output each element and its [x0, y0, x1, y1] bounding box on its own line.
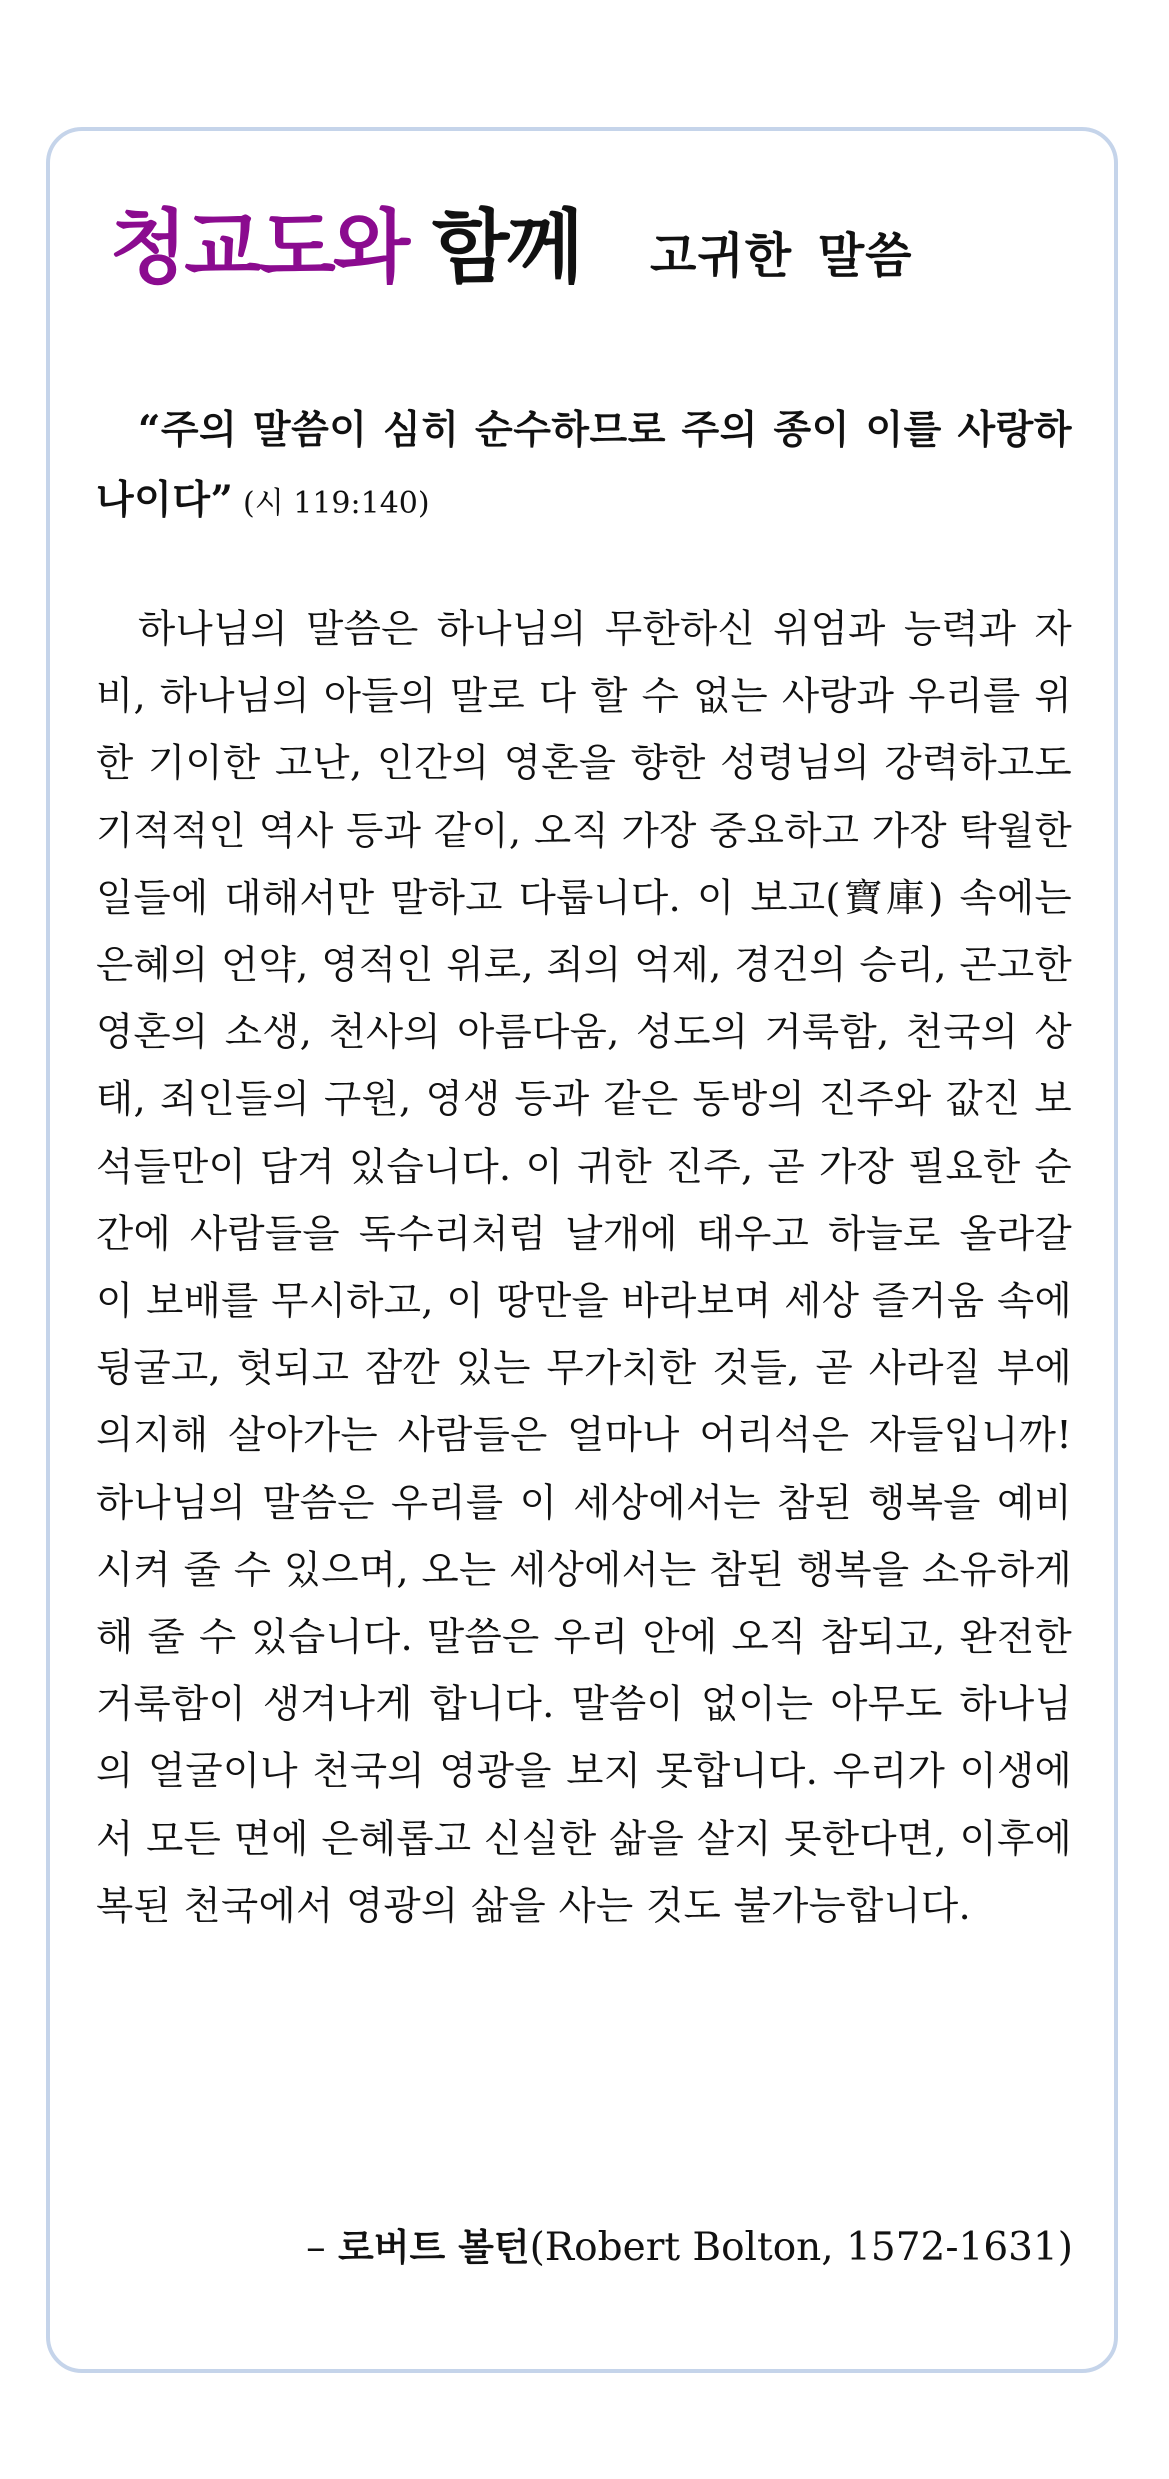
attribution — [306, 2218, 1073, 2278]
page-title — [110, 198, 1070, 308]
quote-text: “주의 말씀이 심히 순수하므로 주의 종이 이를 사랑하나이다” — [96, 407, 1072, 523]
author-detail: (Robert Bolton, 1572-1631) — [529, 2225, 1073, 2270]
attribution-dash: – — [306, 2225, 338, 2270]
quote-reference: (시 119:140) — [243, 486, 430, 521]
body-paragraph: 하나님의 말씀은 하나님의 무한하신 위엄과 능력과 자비, 하나님의 아들의 말로 다 할 수 없는 사랑과 우리를 위한 기이한 고난, 인간의 영혼을 향한 성령님의 강력하고도 기적적인 역사 등과 같이, 오직 가장 중요하고 가장 탁월한 일들에 대해서만 말하고 다룹니다. 이 보고(寶庫) 속에는 은혜의 언약, 영적인 위로, 죄의 억제, 경건의 승리, 곤고한 영혼의 소생, 천사의 아름다움, 성도의 거룩함, 천국의 상태, 죄인들의 구원, 영생 등과 같은 동방의 진주와 값진 보석들만이 담겨 있습니다. 이 귀한 진주, 곧 가장 필요한 순간에 사람들을 독수리처럼 날개에 태우고 하늘로 올라갈 이 보배를 무시하고, 이 땅만을 바라보며 세상 즐거움 속에 뒹굴고, 헛되고 잠깐 있는 무가치한 것들, 곧 사라질 부에 의지해 살아가는 사람들은 얼마나 어리석은 자들입니까! 하나님의 말씀은 우리를 이 세상에서는 참된 행복을 예비시켜 줄 수 있으며, 오는 세상에서는 참된 행복을 소유하게 해 줄 수 있습니다. 말씀은 우리 안에 오직 참되고, 완전한 거룩함이 생겨나게 합니다. 말씀이 없이는 아무도 하나님의 얼굴이나 천국의 영광을 보지 못합니다. 우리가 이생에서 모든 면에 은혜롭고 신실한 삶을 살지 못한다면, 이후에 복된 천국에서 영광의 삶을 사는 것도 불가능합니다. — [96, 607, 1072, 1929]
title-brand: 청교도와 — [110, 201, 408, 294]
title-subtitle: 고귀한 말씀 — [650, 228, 913, 284]
title-with: 함께 — [432, 201, 581, 294]
author-name: 로버트 볼턴 — [338, 2226, 530, 2269]
scripture-quote — [96, 395, 1072, 539]
